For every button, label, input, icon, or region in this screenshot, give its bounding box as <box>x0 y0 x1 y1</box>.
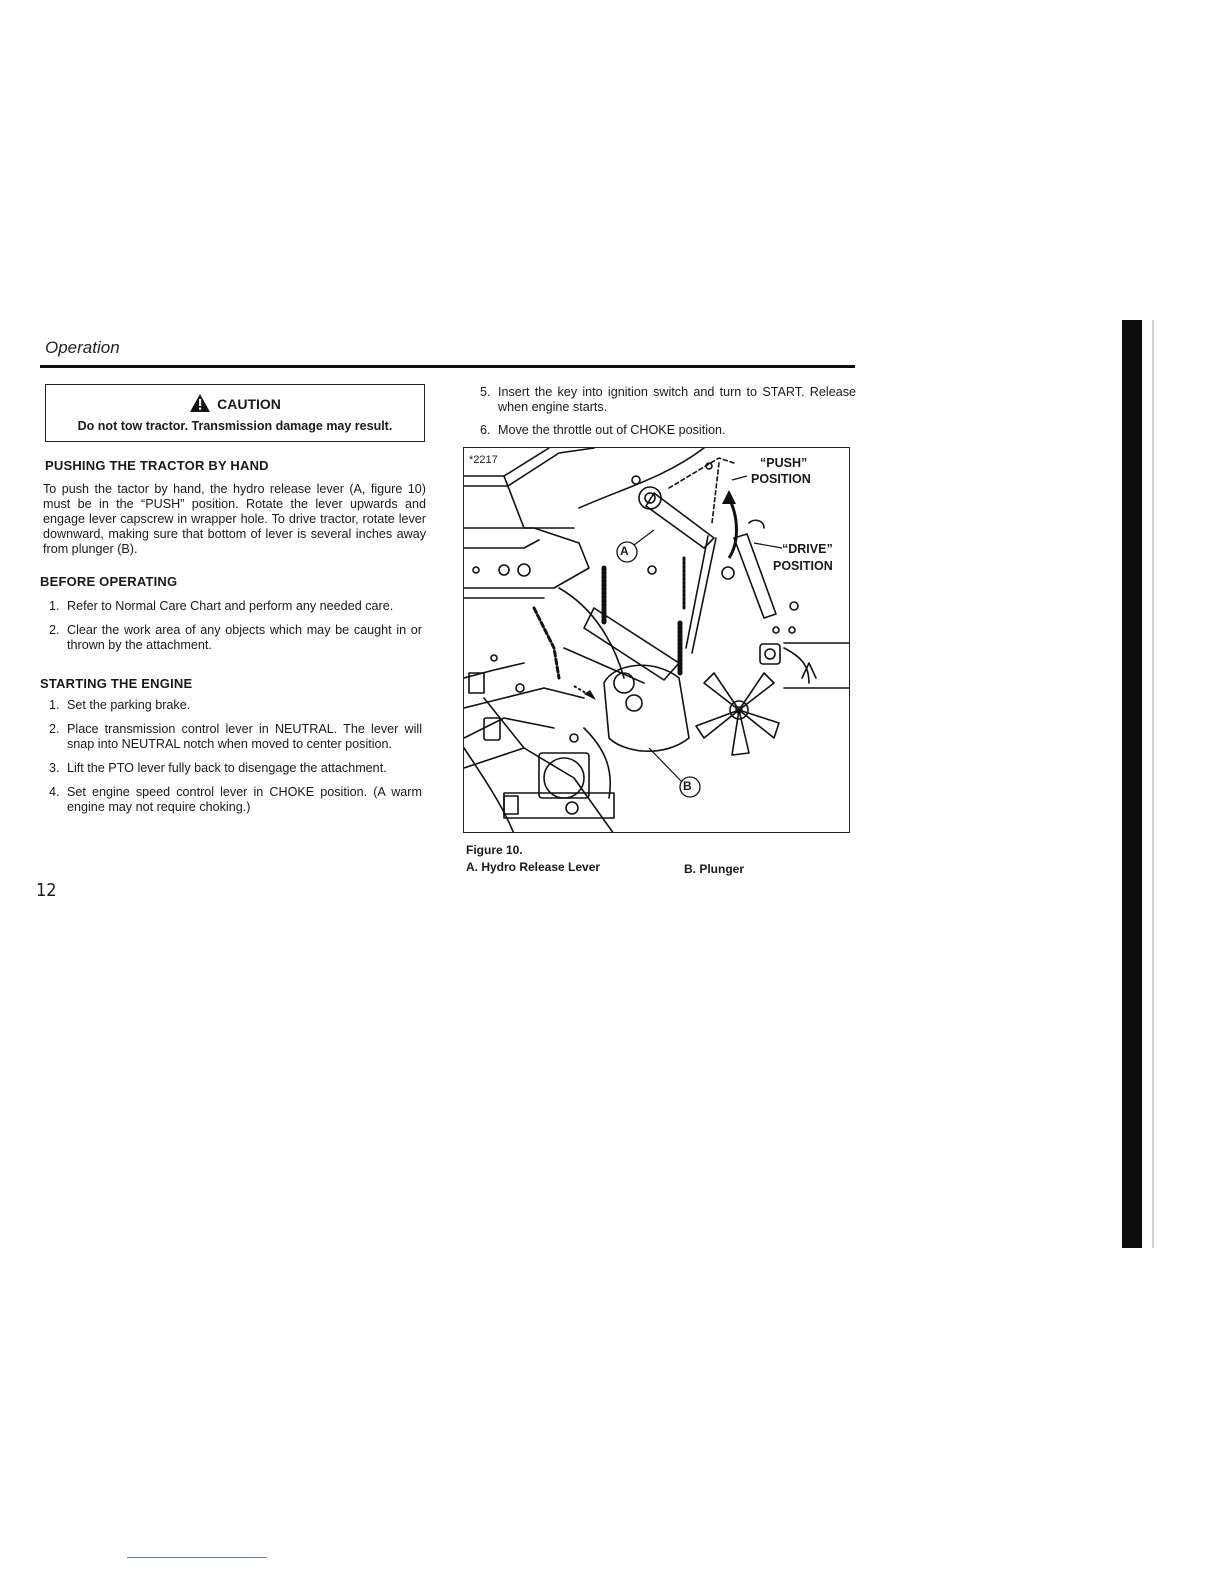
callout-a: A <box>620 544 629 558</box>
bottom-rule <box>127 1557 267 1558</box>
caution-text: Do not tow tractor. Transmission damage may result. <box>77 419 393 433</box>
hydro-release-illustration <box>464 448 850 833</box>
scan-edge-bar <box>1122 320 1142 1248</box>
list-item: 3. Lift the PTO lever fully back to disengage the attachment. <box>49 761 387 775</box>
header-rule <box>40 365 855 368</box>
figure-10 <box>463 447 850 833</box>
before-heading: BEFORE OPERATING <box>40 574 178 589</box>
starting-list-continued <box>473 385 856 438</box>
pushing-body: To push the tactor by hand, the hydro release lever (A, figure 10) must be in the “PUSH” position. Rotate the lever upwards and engage lever capscrew in wrapper hole. To drive tractor, rotate lever downward, making sure that bottom of lever is several inches away from plunger (B). <box>43 482 426 556</box>
starting-list <box>42 698 422 815</box>
page-number: 12 <box>36 880 57 901</box>
before-list <box>42 599 422 653</box>
drive-label-line1: “DRIVE” <box>782 542 833 556</box>
caution-box <box>45 384 425 442</box>
figure-caption: Figure 10. <box>466 843 523 857</box>
list-item: 6. Move the throttle out of CHOKE position. <box>480 423 726 437</box>
list-item: 1. Refer to Normal Care Chart and perform any needed care. <box>49 599 394 613</box>
list-item: 4. Set engine speed control lever in CHOKE position. (A warm engine may not require choking.) <box>49 785 422 814</box>
list-item: 5. Insert the key into ignition switch and turn to START. Release when engine starts. <box>480 385 856 414</box>
push-label-line1: “PUSH” <box>760 456 808 470</box>
caution-title: CAUTION <box>217 396 281 412</box>
list-item: 2. Clear the work area of any objects which may be caught in or thrown by the attachment. <box>49 623 422 652</box>
scan-edge-line <box>1152 320 1154 1248</box>
section-title: Operation <box>45 338 120 357</box>
warning-triangle-icon <box>189 393 211 413</box>
figure-id: *2217 <box>469 454 498 466</box>
callout-b: B <box>683 779 692 793</box>
caution-heading <box>46 393 424 413</box>
pushing-heading: PUSHING THE TRACTOR BY HAND <box>45 458 269 473</box>
list-item: 2. Place transmission control lever in NEUTRAL. The lever will snap into NEUTRAL notch when moved to center position. <box>49 722 422 751</box>
figure-legend-b: B. Plunger <box>684 862 745 876</box>
push-label-line2: POSITION <box>751 472 811 486</box>
drive-label-line2: POSITION <box>773 559 833 573</box>
figure-legend-a: A. Hydro Release Lever <box>466 860 601 874</box>
list-item: 1. Set the parking brake. <box>49 698 191 712</box>
starting-heading: STARTING THE ENGINE <box>40 676 193 691</box>
